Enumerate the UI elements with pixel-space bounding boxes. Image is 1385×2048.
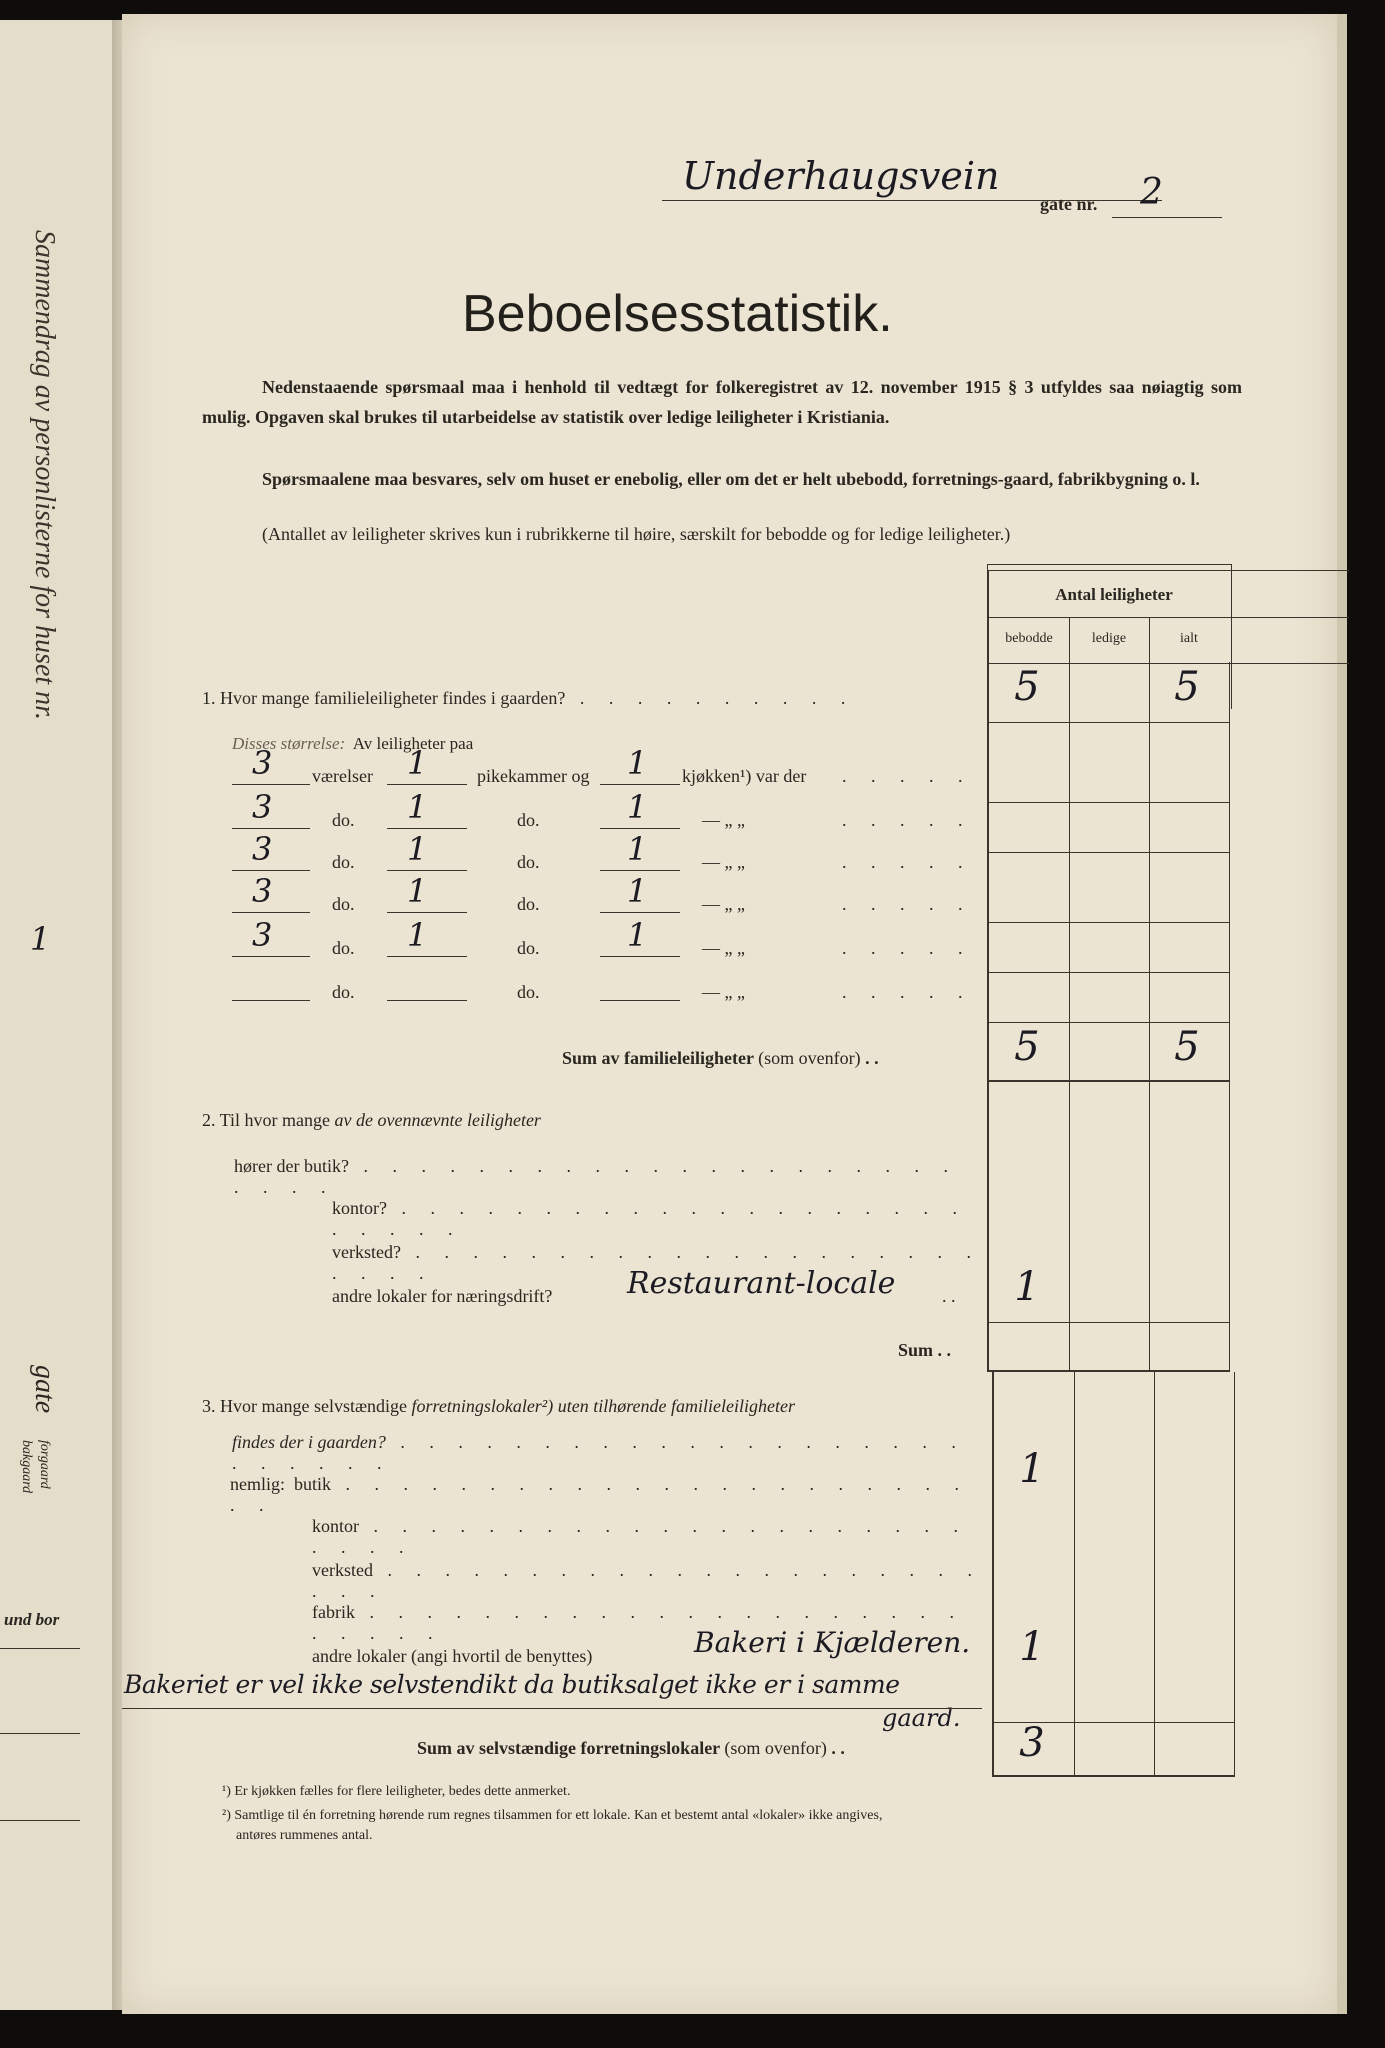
col-bebodde: bebodde	[1005, 631, 1053, 646]
left-margin-und-bor: und bor	[4, 1610, 60, 1629]
q1-row-vaerelser-value: 3	[252, 830, 273, 868]
q1-grid	[987, 662, 1349, 1082]
page-title: Beboelsesstatistik.	[462, 285, 893, 343]
q1-row-vaerelser-label: do.	[332, 852, 355, 872]
q1-row-pikekammer-value: 1	[407, 744, 428, 782]
q1-sum-ialt: 5	[1174, 1024, 1200, 1070]
q1-row-pikekammer-label: do.	[517, 938, 540, 958]
q1-row-kjokken-label: — „ „	[702, 810, 745, 830]
q1-row-pikekammer-label: do.	[517, 810, 540, 830]
q1-row-kjokken-value: 1	[627, 830, 648, 868]
footnote-2b: antøres rummenes antal.	[236, 1828, 373, 1843]
left-margin-street: gate	[29, 1365, 60, 1414]
q1-row-kjokken-value: 1	[627, 872, 648, 910]
q2-question: 2. Til hvor mange av de ovennævnte leiligheter	[202, 1110, 541, 1130]
q2-sum: Sum . .	[898, 1340, 952, 1360]
q1-row-vaerelser-label: do.	[332, 894, 355, 914]
q1-row-vaerelser-label: værelser	[312, 766, 373, 786]
col-ledige: ledige	[1091, 631, 1127, 646]
q3-note-handwritten-2: gaard.	[882, 1704, 961, 1732]
q1-sum-label: Sum av familieleiligheter (som ovenfor) . .	[562, 1048, 879, 1068]
q1-row-pikekammer-label: do.	[517, 982, 540, 1002]
q1-row-kjokken-label: — „ „	[702, 982, 745, 1002]
q2-butik: hører der butik? . . . . . . . . . . . . . . . . . . . . . . . . .	[234, 1156, 958, 1197]
q1-row-vaerelser-value: 3	[252, 916, 273, 954]
q2-grid	[987, 1082, 1349, 1372]
q2-verksted: verksted? . . . . . . . . . . . . . . . . . . . . . . . .	[332, 1242, 981, 1283]
q1-row-pikekammer-value: 1	[407, 788, 428, 826]
q3-verksted: verksted . . . . . . . . . . . . . . . . . . . . . . . .	[312, 1560, 982, 1601]
q3-question: 3. Hvor mange selvstændige forretningslokaler²) uten tilhørende familieleiligheter	[202, 1396, 795, 1416]
q1-sizes-label: Disses størrelse: Av leiligheter paa	[232, 734, 474, 753]
q3-sum-value: 3	[1019, 1720, 1045, 1766]
q1-row-pikekammer-label: pikekammer og	[477, 766, 590, 786]
q2-andre-handwritten: Restaurant-locale	[627, 1266, 896, 1301]
col-ialt: ialt	[1180, 631, 1198, 646]
q3-andre-value: 1	[1019, 1624, 1045, 1670]
gate-label: gate nr.	[1040, 194, 1098, 214]
q1-row-vaerelser-label: do.	[332, 938, 355, 958]
q1-row-kjokken-label: — „ „	[702, 938, 745, 958]
street-name: Underhaugsvein	[682, 154, 1000, 198]
gate-number: 2	[1140, 172, 1163, 213]
q1-sum-bebodde: 5	[1014, 1024, 1040, 1070]
intro-paragraph-3: (Antallet av leiligheter skrives kun i rubrikkerne til høire, særskilt for bebodde og for ledige leiligheter.)	[262, 524, 1011, 544]
q1-row-vaerelser-value: 3	[252, 872, 273, 910]
q1-bebodde-value: 5	[1014, 664, 1040, 710]
q1-row-kjokken-value: 1	[627, 744, 648, 782]
table-header-title: Antal leiligheter	[1055, 585, 1173, 604]
q1-row-pikekammer-value: 1	[407, 830, 428, 868]
left-margin-bakgaard: bakgaard	[19, 1440, 34, 1494]
q1-row-pikekammer-label: do.	[517, 852, 540, 872]
q1-row-kjokken-value: 1	[627, 788, 648, 826]
q3-sum-label: Sum av selvstændige forretningslokaler (som ovenfor) . .	[417, 1738, 845, 1758]
q1-row-vaerelser-label: do.	[332, 810, 355, 830]
q2-andre-value: 1	[1014, 1264, 1040, 1310]
q3-andre-handwritten: Bakeri i Kjælderen.	[694, 1626, 971, 1659]
q1-ialt-value: 5	[1174, 664, 1200, 710]
q3-butik: nemlig: butik . . . . . . . . . . . . . . . . . . . . . . . .	[230, 1474, 970, 1515]
q3-butik-value: 1	[1019, 1446, 1045, 1492]
q1-row-kjokken-label: — „ „	[702, 852, 745, 872]
left-margin-number: 1	[30, 920, 51, 958]
intro-paragraph-1: Nedenstaaende spørsmaal maa i henhold til vedtægt for folkeregistret av 12. november 1915 § 3 utfyldes saa nøiagtig som mulig. Opgaven skal brukes til utarbeidelse av statistik over ledige leiligheter i Kristiania.	[202, 377, 1242, 427]
census-form-page: Underhaugsvein gate nr. 2 Beboelsesstatistik. Nedenstaaende spørsmaal maa i henhold til vedtægt for folkeregistret av 12. november 1915 § 3 utfyldes saa nøiagtig som mulig. Opgaven skal brukes til utarbeidelse av statistik over ledige leiligheter i Kristiania. Spørsmaalene maa besvares, selv om huset er enebolig, eller om det er helt ubebodd, forretnings-gaard, fabrikbygning o. l. (Antallet av leiligheter skrives kun i rubrikkerne til høire, særskilt for bebodde og for ledige leiligheter.) Antal leiligheter bebodde ledige ialt 5 5 5 5 1. Hvor mange familieleiligheter findes i gaarden? . . . . . . . . . . Disses størrelse: Av leiligheter paa Sum av familieleiligheter (som ovenfor) . . 1 2. Til hvor mange av de ovennævnte leiligheter hører der butik? . . . . . . . . . . . . . . . . . . . . . . . . . kontor? . . . . . . . . . . . . . . . . . . . . . . . . . verksted? . . . . . . . . . . . . . . . . . . . . . . . . andre lokaler for næringsdrift? Restaurant-locale . . Sum . . 1 1 3 3. Hvor mange selvstændige forretningslokaler²) uten tilhørende familieleiligheter findes der i gaarden? . . . . . . . . . . . . . . . . . . . . . . . . . . nemlig: butik . . . . . . . . . . . . . . . . . . . . . . . . kontor . . . . . . . . . . . . . . . . . . . . . . . . . verksted . . . . . . . . . . . . . . . . . . . . . . . . fabrik . . . . . . . . . . . . . . . . . . . . . . . . . . andre lokaler (angi hvortil de benyttes) Bakeri i Kjælderen. Bakeriet er vel ikke selvstendikt da butiksalget ikke er i samme gaard. Sum av selvstændige forretningslokaler (som ovenfor) . . ¹) Er kjøkken fælles for flere leiligheter, bedes dette anmerket. ²) Samtlige til én forretning hørende rum regnes tilsammen for ett lokale. Kan et bestemt antal «lokaler» ikke angives, antøres rummenes antal. 3 værelser 1 pikekammer og 1 kjøkken¹) var der . . . . . 3 do. 1 do. 1 — „ „ . . . . . 3 do. 1 do. 1 — „ „ . . . . . 3 do. 1 do. 1 — „ „ . . . . . 3 do. 1 do. 1 — „ „ . . . . . do. do. — „ „ . . . . .	[122, 14, 1337, 2014]
q1-row-pikekammer-value: 1	[407, 916, 428, 954]
left-margin-forgaard: forgaard	[37, 1440, 52, 1489]
left-facing-page	[0, 20, 118, 2010]
q3-fabrik: fabrik . . . . . . . . . . . . . . . . . . . . . . . . . .	[312, 1602, 964, 1643]
q3-question-2: findes der i gaarden? . . . . . . . . . . . . . . . . . . . . . . . . . .	[232, 1432, 966, 1473]
table-header	[987, 570, 1349, 664]
q1-row-vaerelser-label: do.	[332, 982, 355, 1002]
q2-andre: andre lokaler for næringsdrift?	[332, 1286, 553, 1306]
q3-kontor: kontor . . . . . . . . . . . . . . . . . . . . . . . . .	[312, 1516, 968, 1557]
q1-row-kjokken-label: — „ „	[702, 894, 745, 914]
intro-paragraph-2: Spørsmaalene maa besvares, selv om huset er enebolig, eller om det er helt ubebodd, forretnings-gaard, fabrikbygning o. l.	[262, 469, 1200, 489]
left-margin-title: Sammendrag av personlisterne for huset nr.	[29, 230, 60, 720]
q1-row-vaerelser-value: 3	[252, 788, 273, 826]
q1-row-kjokken-label: kjøkken¹) var der	[682, 766, 807, 786]
footnote-2: ²) Samtlige til én forretning hørende rum regnes tilsammen for ett lokale. Kan et bestemt antal «lokaler» ikke angives,	[222, 1808, 883, 1823]
q1-row-pikekammer-value: 1	[407, 872, 428, 910]
q1-row-kjokken-value: 1	[627, 916, 648, 954]
footnote-1: ¹) Er kjøkken fælles for flere leiligheter, bedes dette anmerket.	[222, 1784, 571, 1799]
q3-grid	[992, 1372, 1354, 1777]
q1-row-pikekammer-label: do.	[517, 894, 540, 914]
q1-row-vaerelser-value: 3	[252, 744, 273, 782]
q3-note-handwritten: Bakeriet er vel ikke selvstendikt da butiksalget ikke er i samme	[124, 1670, 900, 1699]
q3-andre: andre lokaler (angi hvortil de benyttes)	[312, 1646, 593, 1666]
q2-kontor: kontor? . . . . . . . . . . . . . . . . . . . . . . . . .	[332, 1198, 967, 1239]
q1-question: 1. Hvor mange familieleiligheter findes i gaarden? . . . . . . . . . .	[202, 688, 856, 708]
